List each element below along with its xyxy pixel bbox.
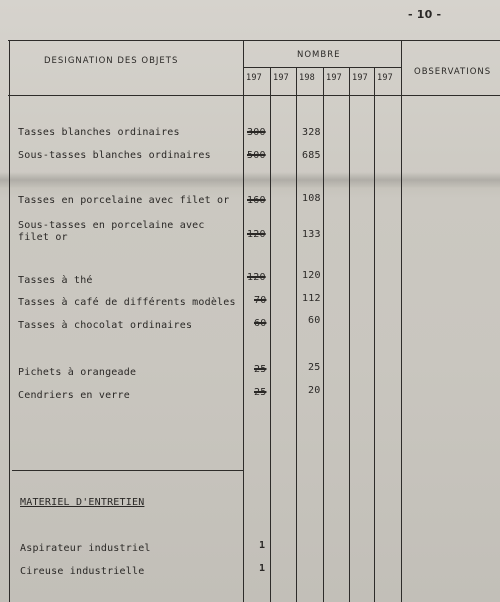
item-new-count: 20 (308, 385, 321, 396)
year-header: 197 (246, 73, 262, 83)
item-old-count: 70 (254, 295, 267, 306)
section-title: MATERIEL D'ENTRETIEN (20, 497, 145, 508)
item-old-count: 25 (254, 364, 267, 375)
item-label: Tasses à chocolat ordinaires (18, 320, 193, 331)
item-old-count: 60 (254, 318, 267, 329)
col-divider-3 (323, 67, 324, 602)
header-bottom-border (8, 95, 500, 96)
item-label: Sous-tasses blanches ordinaires (18, 150, 211, 161)
item-new-count: 25 (308, 362, 321, 373)
left-border (9, 40, 10, 602)
item-label: Tasses blanches ordinaires (18, 127, 180, 138)
item-label: Cendriers en verre (18, 390, 130, 401)
item-new-count: 120 (302, 270, 321, 281)
item-old-count: 300 (247, 127, 266, 138)
item-label: Pichets à orangeade (18, 367, 137, 378)
item-new-count: 328 (302, 127, 321, 138)
col-divider-observations (401, 40, 402, 602)
item-label: Tasses à thé (18, 275, 93, 286)
item-label: Tasses à café de différents modèles (18, 297, 236, 308)
nombre-divider (243, 67, 401, 68)
year-header: 197 (377, 73, 393, 83)
designation-header: DESIGNATION DES OBJETS (44, 56, 179, 66)
maintenance-item-label: Aspirateur industriel (20, 543, 151, 554)
year-header: 197 (326, 73, 342, 83)
item-new-count: 133 (302, 229, 321, 240)
maintenance-item-count: 1 (259, 563, 266, 574)
item-new-count: 112 (302, 293, 321, 304)
year-header: 197 (273, 73, 289, 83)
item-label: Tasses en porcelaine avec filet or (18, 195, 230, 206)
item-old-count: 25 (254, 387, 267, 398)
item-old-count: 120 (247, 229, 266, 240)
item-new-count: 60 (308, 315, 321, 326)
item-old-count: 500 (247, 150, 266, 161)
year-header: 197 (352, 73, 368, 83)
year-header: 198 (299, 73, 315, 83)
col-divider-designation (243, 40, 244, 602)
maintenance-item-label: Cireuse industrielle (20, 566, 145, 577)
item-new-count: 685 (302, 150, 321, 161)
item-label: Sous-tasses en porcelaine avec (18, 220, 205, 231)
item-old-count: 120 (247, 272, 266, 283)
item-new-count: 108 (302, 193, 321, 204)
page-number: - 10 - (408, 8, 442, 21)
table-top-border (8, 40, 500, 41)
observations-header: OBSERVATIONS (414, 67, 492, 77)
col-divider-4 (349, 67, 350, 602)
section-divider (12, 470, 244, 471)
nombre-header: NOMBRE (297, 50, 341, 60)
col-divider-5 (374, 67, 375, 602)
col-divider-2 (296, 67, 297, 602)
maintenance-item-count: 1 (259, 540, 266, 551)
item-old-count: 160 (247, 195, 266, 206)
col-divider-1 (270, 67, 271, 602)
item-label-continued: filet or (18, 232, 68, 243)
page-fold-shadow (0, 172, 500, 188)
